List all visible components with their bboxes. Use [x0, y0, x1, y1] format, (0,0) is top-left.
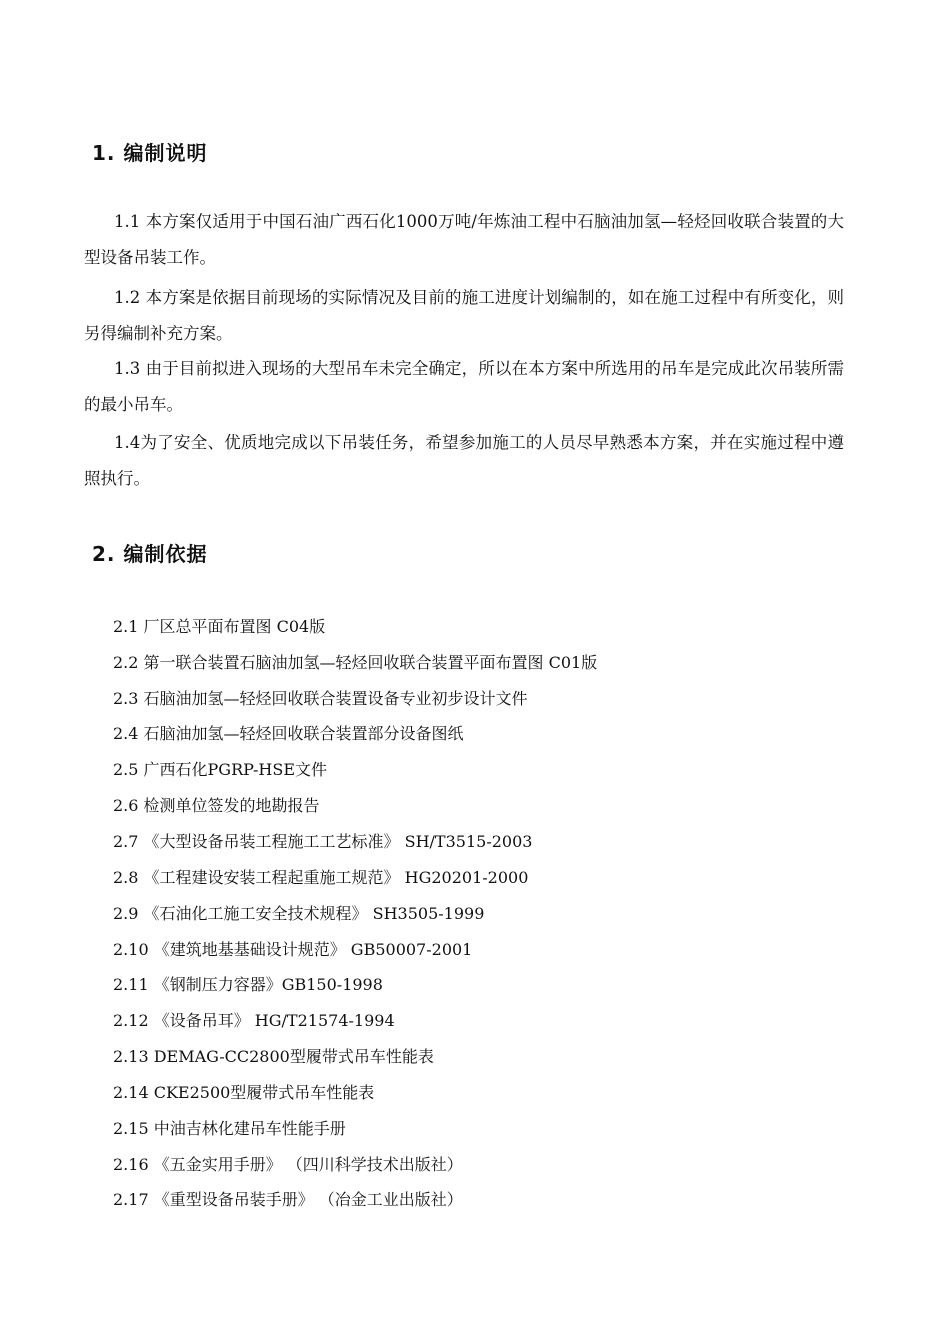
reference-item: 2.9 《石油化工施工安全技术规程》 SH3505-1999 [113, 904, 485, 923]
reference-item: 2.3 石脑油加氢—轻烃回收联合装置设备专业初步设计文件 [113, 689, 528, 708]
reference-item: 2.7 《大型设备吊装工程施工工艺标准》 SH/T3515-2003 [113, 832, 533, 851]
paragraph-1-3: 1.3 由于目前拟进入现场的大型吊车未完全确定，所以在本方案中所选用的吊车是完成此次吊装所需的最小吊车。 [84, 359, 844, 414]
reference-item: 2.4 石脑油加氢—轻烃回收联合装置部分设备图纸 [113, 724, 464, 743]
reference-item: 2.2 第一联合装置石脑油加氢—轻烃回收联合装置平面布置图 C01版 [113, 653, 598, 672]
reference-item: 2.11 《钢制压力容器》GB150-1998 [113, 975, 383, 994]
reference-item: 2.16 《五金实用手册》 （四川科学技术出版社） [113, 1155, 463, 1174]
reference-item: 2.15 中油吉林化建吊车性能手册 [113, 1119, 346, 1138]
reference-item: 2.5 广西石化PGRP-HSE文件 [113, 760, 328, 779]
reference-item: 2.10 《建筑地基基础设计规范》 GB50007-2001 [113, 940, 473, 959]
reference-item: 2.8 《工程建设安装工程起重施工规范》 HG20201-2000 [113, 868, 529, 887]
paragraph-1-1: 1.1 本方案仅适用于中国石油广西石化1000万吨/年炼油工程中石脑油加氢—轻烃回收联合装置的大型设备吊装工作。 [84, 212, 844, 267]
reference-item: 2.13 DEMAG-CC2800型履带式吊车性能表 [113, 1047, 434, 1066]
reference-item: 2.12 《设备吊耳》 HG/T21574-1994 [113, 1011, 395, 1030]
paragraph-1-4: 1.4为了安全、优质地完成以下吊装任务，希望参加施工的人员尽早熟悉本方案，并在实施过程中遵照执行。 [84, 433, 844, 488]
section-2-heading: 2. 编制依据 [92, 542, 208, 566]
reference-item: 2.14 CKE2500型履带式吊车性能表 [113, 1083, 375, 1102]
section-1-heading: 1. 编制说明 [92, 141, 208, 165]
reference-item: 2.17 《重型设备吊装手册》 （冶金工业出版社） [113, 1190, 463, 1209]
reference-item: 2.1 厂区总平面布置图 C04版 [113, 617, 326, 636]
paragraph-1-2: 1.2 本方案是依据目前现场的实际情况及目前的施工进度计划编制的，如在施工过程中有所变化，则另得编制补充方案。 [84, 288, 844, 343]
reference-item: 2.6 检测单位签发的地勘报告 [113, 796, 320, 815]
